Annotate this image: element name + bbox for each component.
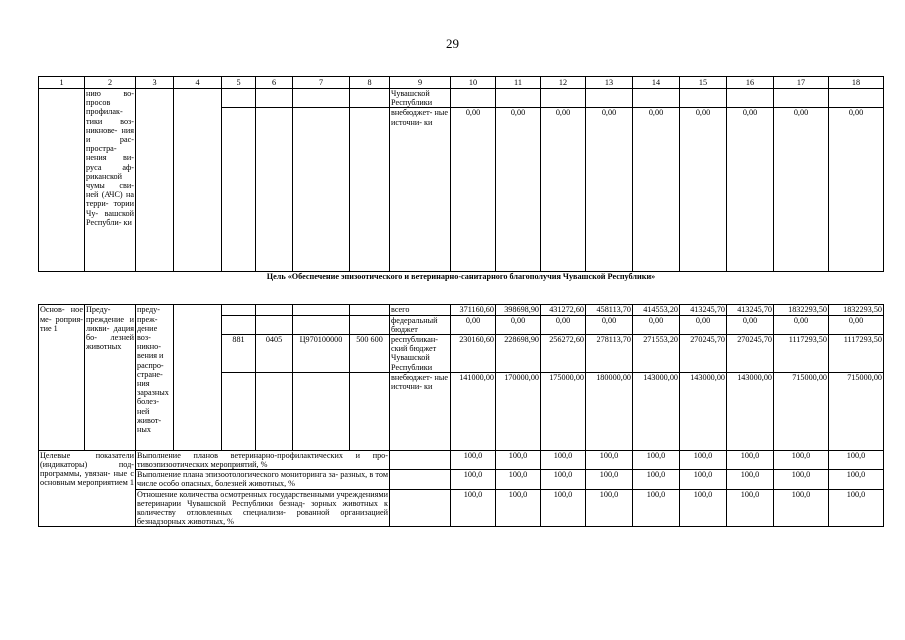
value-cell: 413245,70	[680, 305, 727, 315]
col-number: 11	[496, 77, 541, 89]
cell-empty	[586, 89, 633, 108]
cell-empty	[39, 89, 85, 272]
value-cell: 458113,70	[586, 305, 633, 315]
measure-detail-cell: преду- преж- дение воз- никно- вения и распро- стране- ния заразных болез- ней живот- ных	[136, 305, 174, 450]
cell-empty	[350, 315, 390, 334]
program-table	[38, 76, 884, 527]
cell-empty	[350, 108, 390, 272]
value-cell: 100,0	[586, 489, 633, 527]
value-cell: 230160,60	[451, 335, 496, 373]
col-number: 8	[350, 77, 390, 89]
cell-empty	[222, 315, 256, 334]
value-cell: 100,0	[727, 470, 774, 489]
value-cell: 0,00	[829, 108, 884, 272]
value-cell: 100,0	[774, 470, 829, 489]
funding-source: всего	[390, 305, 451, 315]
value-cell: 278113,70	[586, 335, 633, 373]
cell-empty	[350, 305, 390, 315]
value-cell: 100,0	[829, 450, 884, 469]
col-number: 1	[39, 77, 85, 89]
column-number-row	[39, 77, 884, 89]
cell-empty	[293, 372, 350, 450]
value-cell: 398698,90	[496, 305, 541, 315]
value-cell: 413245,70	[727, 305, 774, 315]
cell-empty	[541, 89, 586, 108]
value-cell: 100,0	[451, 470, 496, 489]
value-cell: 143000,00	[633, 372, 680, 450]
value-cell: 0,00	[727, 108, 774, 272]
funding-source: внебюджет- ные источни- ки	[390, 372, 451, 450]
cell-empty	[256, 89, 293, 108]
col-number: 14	[633, 77, 680, 89]
cell-empty	[633, 89, 680, 108]
value-cell: 100,0	[680, 489, 727, 527]
value-cell: 143000,00	[680, 372, 727, 450]
value-cell: 100,0	[774, 489, 829, 527]
value-cell: 431272,60	[541, 305, 586, 315]
goal-row	[39, 272, 884, 305]
indicator-row	[39, 450, 884, 469]
cell-empty	[256, 305, 293, 315]
value-cell: 0,00	[829, 315, 884, 334]
col-number: 7	[293, 77, 350, 89]
value-cell: 0,00	[774, 315, 829, 334]
value-cell: 100,0	[496, 470, 541, 489]
indicator-text: Выполнение планов ветеринарно-профилактических и про- тивоэпизоотических мероприятий, %	[137, 450, 388, 470]
value-cell: 0,00	[774, 108, 829, 272]
col-number: 13	[586, 77, 633, 89]
value-cell: 180000,00	[586, 372, 633, 450]
cell-empty	[222, 305, 256, 315]
value-cell: 100,0	[680, 470, 727, 489]
cell-empty	[256, 315, 293, 334]
value-cell: 0,00	[586, 108, 633, 272]
value-cell: 371160,60	[451, 305, 496, 315]
value-cell: 0,00	[496, 315, 541, 334]
measure-name-cell: Преду- преждение и ликви- дация бо- лезней животных	[85, 305, 136, 450]
value-cell: 143000,00	[727, 372, 774, 450]
indicator-text: Выполнение плана эпизоотологического мониторинга за- разных, в том числе особо опасных, болезней животных, %	[137, 470, 388, 489]
cell-empty	[496, 89, 541, 108]
col-number: 4	[174, 77, 222, 89]
table-row	[39, 305, 884, 315]
value-cell: 270245,70	[727, 335, 774, 373]
value-cell: 100,0	[633, 489, 680, 527]
value-cell: 0,00	[633, 108, 680, 272]
value-cell: 100,0	[829, 470, 884, 489]
value-cell: 100,0	[541, 450, 586, 469]
indicator-row	[39, 470, 884, 489]
cell-empty	[174, 89, 222, 272]
value-cell: 0,00	[541, 315, 586, 334]
col-number: 16	[727, 77, 774, 89]
value-cell: 715000,00	[774, 372, 829, 450]
value-cell: 0,00	[496, 108, 541, 272]
funding-source: федеральный бюджет	[390, 315, 451, 334]
col-number: 17	[774, 77, 829, 89]
measure-number-cell: Основ- ное ме- роприя- тие 1	[39, 305, 85, 450]
value-cell: 1117293,50	[829, 335, 884, 373]
funding-source: Чувашской Республики	[390, 89, 451, 108]
value-cell: 0,00	[451, 315, 496, 334]
cell-empty	[829, 89, 884, 108]
col-number: 18	[829, 77, 884, 89]
value-cell: 271553,20	[633, 335, 680, 373]
value-cell: 0,00	[680, 315, 727, 334]
indicators-label: Целевые показатели (индикаторы) под- программы, увязан- ные с основным мероприятием 1	[39, 450, 136, 527]
value-cell: 414553,20	[633, 305, 680, 315]
value-cell: 270245,70	[680, 335, 727, 373]
page-number: 29	[446, 36, 459, 51]
value-cell: 100,0	[586, 450, 633, 469]
target-item-code: Ц970100000	[293, 335, 350, 373]
expense-type-code: 500 600	[350, 335, 390, 373]
col-number: 9	[390, 77, 451, 89]
value-cell: 100,0	[541, 489, 586, 527]
value-cell: 715000,00	[829, 372, 884, 450]
value-cell: 100,0	[633, 470, 680, 489]
cell-empty	[727, 89, 774, 108]
value-cell: 1832293,50	[829, 305, 884, 315]
cell-empty	[256, 372, 293, 450]
value-cell: 100,0	[496, 450, 541, 469]
value-cell: 100,0	[541, 470, 586, 489]
value-cell: 100,0	[680, 450, 727, 469]
value-cell: 1117293,50	[774, 335, 829, 373]
value-cell: 256272,60	[541, 335, 586, 373]
cell-empty	[293, 108, 350, 272]
value-cell: 100,0	[496, 489, 541, 527]
value-cell: 0,00	[727, 315, 774, 334]
value-cell: 228698,90	[496, 335, 541, 373]
value-cell: 0,00	[541, 108, 586, 272]
cell-empty	[174, 305, 222, 450]
value-cell: 1832293,50	[774, 305, 829, 315]
col-number: 12	[541, 77, 586, 89]
admin-code: 881	[222, 335, 256, 373]
value-cell: 0,00	[586, 315, 633, 334]
col-number: 15	[680, 77, 727, 89]
cell-empty	[136, 89, 174, 272]
value-cell: 100,0	[829, 489, 884, 527]
funding-source: внебюджет- ные источни- ки	[390, 108, 451, 272]
cell-empty	[293, 89, 350, 108]
cell-empty	[390, 470, 451, 489]
cell-empty	[350, 372, 390, 450]
cell-empty	[350, 89, 390, 108]
value-cell: 175000,00	[541, 372, 586, 450]
cell-empty	[222, 89, 256, 108]
cell-empty	[774, 89, 829, 108]
table-row	[39, 89, 884, 108]
cell-empty	[222, 108, 256, 272]
goal-heading: Цель «Обеспечение эпизоотического и ветеринарно-санитарного благополучия Чувашской Республики»	[39, 272, 884, 305]
value-cell: 141000,00	[451, 372, 496, 450]
value-cell: 100,0	[727, 489, 774, 527]
cell-empty	[390, 450, 451, 469]
indicator-text: Отношение количества осмотренных государственными учреждениями ветеринарии Чувашской Республики безнад- зорных животных к количеству отловленных специализи- рованной организацией безнадзорных животных, %	[137, 489, 388, 527]
section-code: 0405	[256, 335, 293, 373]
event-name-cell: нию во- просов профилак- тики воз- никнове- ния и рас- простра- нения ви- руса аф- риканской чумы сви- ней (АЧС) на терри- тории Чу- вашской Республи- ки	[85, 89, 136, 272]
cell-empty	[390, 489, 451, 527]
value-cell: 0,00	[680, 108, 727, 272]
cell-empty	[256, 108, 293, 272]
col-number: 2	[85, 77, 136, 89]
col-number: 10	[451, 77, 496, 89]
value-cell: 100,0	[727, 450, 774, 469]
cell-empty	[293, 305, 350, 315]
funding-source: республикан- ский бюджет Чувашской Республики	[390, 335, 451, 373]
value-cell: 0,00	[633, 315, 680, 334]
indicator-row	[39, 489, 884, 527]
col-number: 3	[136, 77, 174, 89]
cell-empty	[222, 372, 256, 450]
value-cell: 170000,00	[496, 372, 541, 450]
value-cell: 0,00	[451, 108, 496, 272]
col-number: 6	[256, 77, 293, 89]
value-cell: 100,0	[774, 450, 829, 469]
value-cell: 100,0	[451, 450, 496, 469]
cell-empty	[451, 89, 496, 108]
value-cell: 100,0	[451, 489, 496, 527]
value-cell: 100,0	[586, 470, 633, 489]
value-cell: 100,0	[633, 450, 680, 469]
cell-empty	[293, 315, 350, 334]
col-number: 5	[222, 77, 256, 89]
cell-empty	[680, 89, 727, 108]
